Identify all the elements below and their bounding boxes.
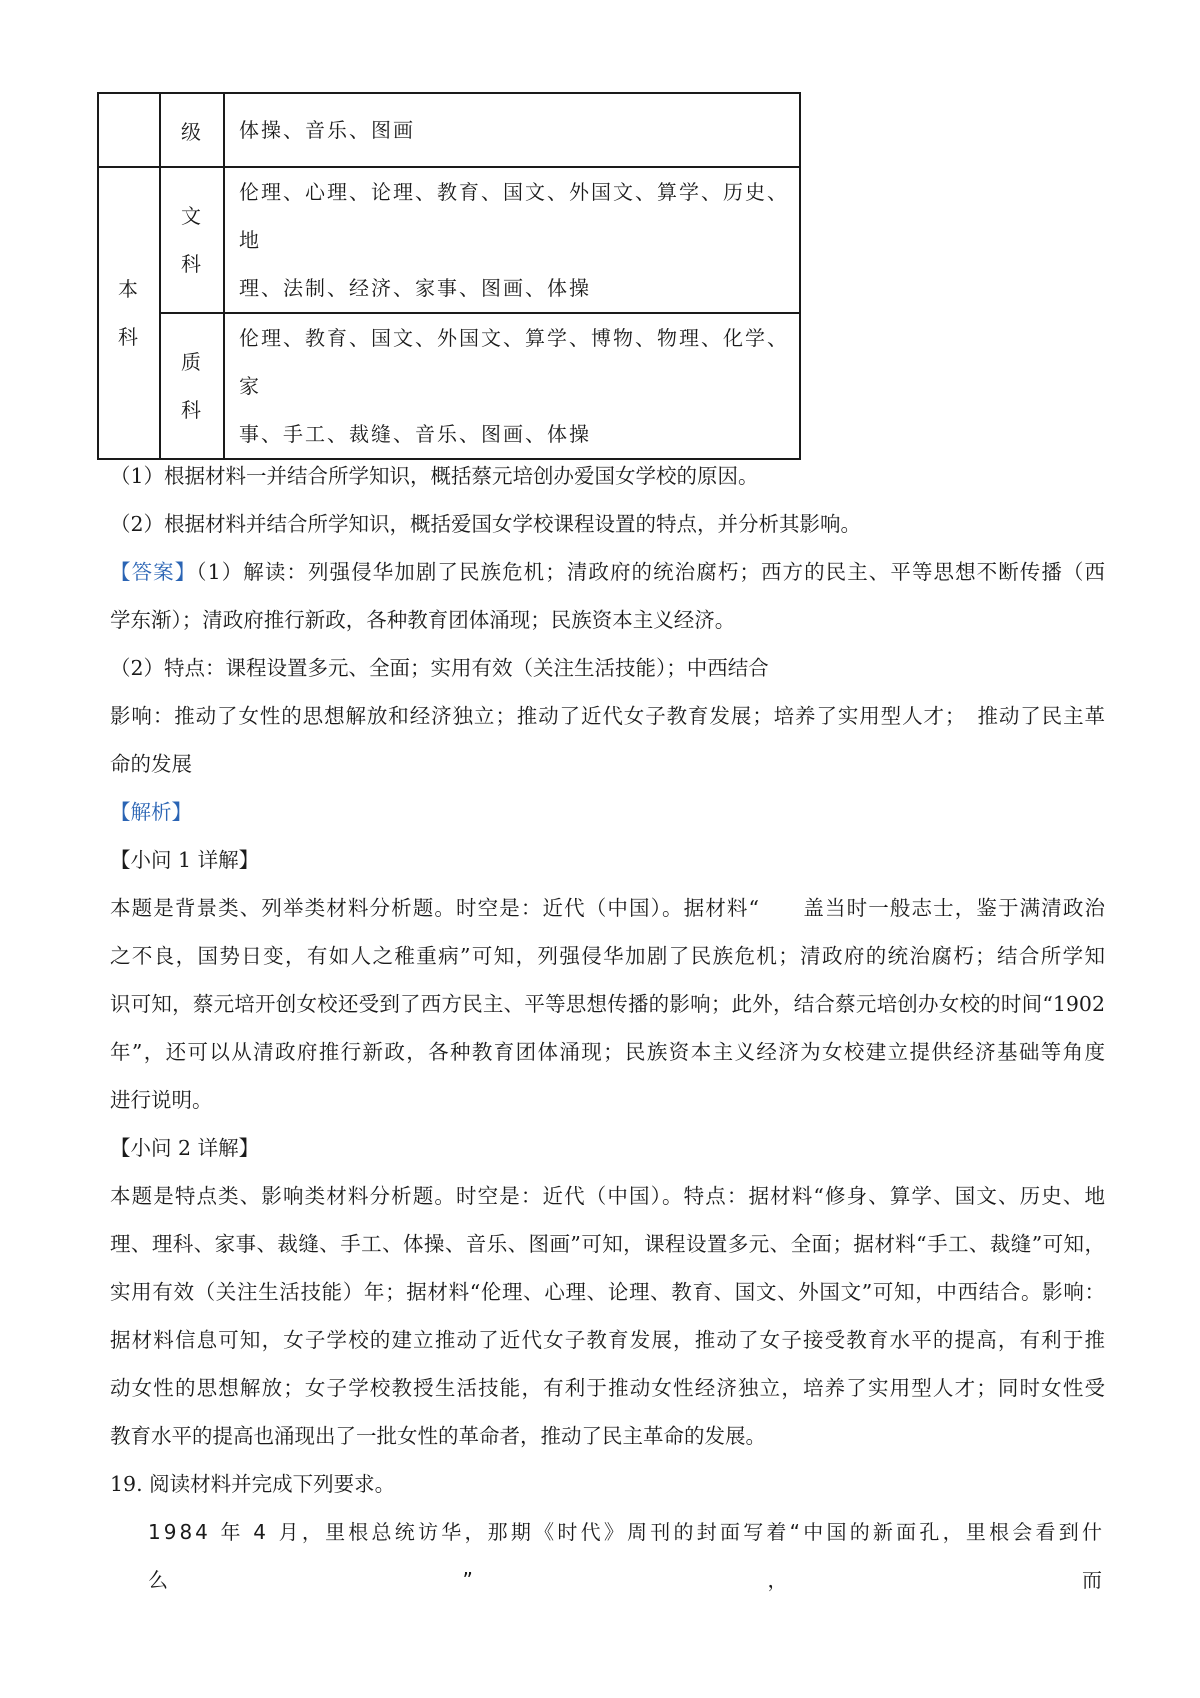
analysis-line: 据材料信息可知，女子学校的建立推动了近代女子教育发展，推动了女子接受教育水平的提高，有利于推 <box>110 1328 1105 1352</box>
subjects-cell <box>224 313 800 459</box>
subjects-text: 事、手工、裁缝、音乐、图画、体操 <box>239 422 591 446</box>
answer-tag: 【答案】 <box>110 560 197 584</box>
analysis-line: 实用有效（关注生活技能）年；据材料“伦理、心理、论理、教育、国文、外国文”可知，中西结合。影响： <box>110 1280 1105 1304</box>
analysis-line: 动女性的思想解放；女子学校教授生活技能，有利于推动女性经济独立，培养了实用型人才；同时女性受 <box>110 1376 1105 1400</box>
level-char: 级 <box>181 119 203 144</box>
analysis-tag: 【解析】 <box>110 800 192 824</box>
analysis-line: 进行说明。 <box>110 1088 213 1112</box>
question-2: （2）根据材料并结合所学知识，概括爱国女学校课程设置的特点，并分析其影响。 <box>110 512 862 536</box>
subjects-cell <box>224 93 800 167</box>
answer-line: 命的发展 <box>110 752 192 776</box>
analysis-line: 本题是特点类、影响类材料分析题。时空是：近代（中国）。特点：据材料“修身、算学、国文、历史、地 <box>110 1184 1105 1208</box>
type-char: 科 <box>181 398 203 422</box>
table-row <box>98 313 800 459</box>
sub-question-2-title: 【小问 2 详解】 <box>110 1136 260 1160</box>
group-label-cell <box>98 167 160 459</box>
answer-line: 学东渐）；清政府推行新政，各种教育团体涌现；民族资本主义经济。 <box>110 608 736 632</box>
table-row <box>98 93 800 167</box>
analysis-line: 识可知，蔡元培开创女校还受到了西方民主、平等思想传播的影响；此外，结合蔡元培创办女校的时间“1902 <box>110 992 1105 1016</box>
analysis-line: 之不良，国势日变，有如人之稚重病”可知，列强侵华加剧了民族危机；清政府的统治腐朽；结合所学知 <box>110 944 1105 968</box>
group-label-char: 本 <box>118 277 140 301</box>
subjects-cell <box>224 167 800 313</box>
type-char: 质 <box>181 350 203 374</box>
type-cell <box>160 167 224 313</box>
subjects-text: 伦理、心理、论理、教育、国文、外国文、算学、历史、地 <box>239 180 789 252</box>
analysis-line: 教育水平的提高也涌现出了一批女性的革命者，推动了民主革命的发展。 <box>110 1424 766 1448</box>
sub-question-1-title: 【小问 1 详解】 <box>110 848 260 872</box>
table-cell-empty <box>98 93 160 167</box>
material-line: 1984 年 4 月，里根总统访华，那期《时代》周刊的封面写着“中国的新面孔，里根会看到什么”，而 <box>148 1520 1105 1592</box>
question-1: （1）根据材料一并结合所学知识，概括蔡元培创办爱国女学校的原因。 <box>110 464 759 488</box>
analysis-line: 理、理科、家事、裁缝、手工、体操、音乐、图画”可知，课程设置多元、全面；据材料“手工、裁缝”可知， <box>110 1232 1105 1256</box>
subjects-text: 体操、音乐、图画 <box>239 118 415 142</box>
answer-line: 影响：推动了女性的思想解放和经济独立；推动了近代女子教育发展；培养了实用型人才； 推动了民主革 <box>110 704 1105 728</box>
question-19-title: 19. 阅读材料并完成下列要求。 <box>110 1472 396 1496</box>
type-cell <box>160 313 224 459</box>
group-label-char: 科 <box>118 325 140 349</box>
curriculum-table <box>97 92 801 460</box>
answer-line: （2）特点：课程设置多元、全面；实用有效（关注生活技能）；中西结合 <box>110 656 769 680</box>
answer-line: 【答案】（1）解读：列强侵华加剧了民族危机；清政府的统治腐朽；西方的民主、平等思想不断传播（西 <box>110 560 1105 584</box>
type-char: 文 <box>181 204 203 228</box>
subjects-text: 理、法制、经济、家事、图画、体操 <box>239 276 591 300</box>
table-row <box>98 167 800 313</box>
body-text <box>110 452 1105 1592</box>
analysis-line: 本题是背景类、列举类材料分析题。时空是：近代（中国）。据材料“ 盖当时一般志士，鉴于满清政治 <box>110 896 1105 920</box>
subjects-text: 伦理、教育、国文、外国文、算学、博物、物理、化学、家 <box>239 326 789 398</box>
type-char: 科 <box>181 252 203 276</box>
level-cell <box>160 93 224 167</box>
analysis-line: 年”，还可以从清政府推行新政，各种教育团体涌现；民族资本主义经济为女校建立提供经济基础等角度 <box>110 1040 1105 1064</box>
